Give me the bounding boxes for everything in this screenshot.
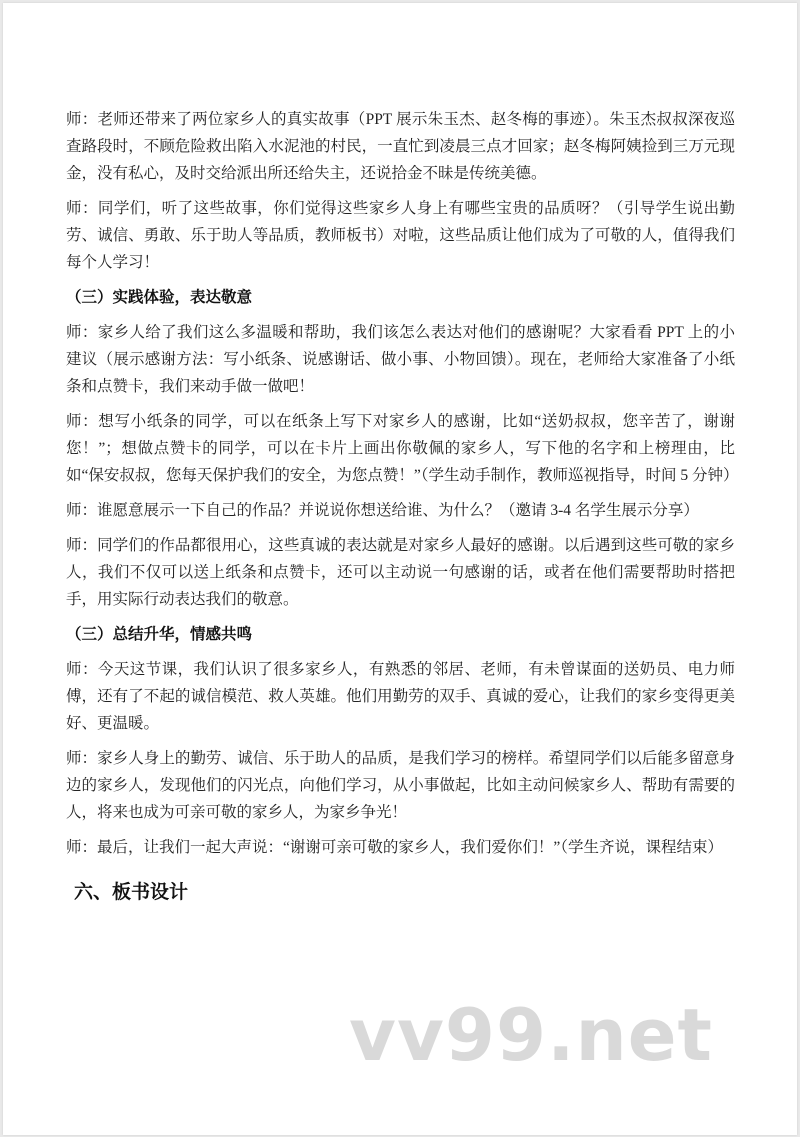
site-watermark: vv99.net — [349, 993, 713, 1077]
section-heading: （三）实践体验，表达敬意 — [66, 289, 253, 306]
paragraph: 师：同学们的作品都很用心，这些真诚的表达就是对家乡人最好的感谢。以后遇到这些可敬的家乡人，我们不仅可以送上纸条和点赞卡，还可以主动说一句感谢的话，或者在他们需要帮助时搭把手，用实际行动表达我们的敬意。 — [66, 537, 735, 608]
paragraph: 师：最后，让我们一起大声说：“谢谢可亲可敬的家乡人，我们爱你们！”（学生齐说，课程结束） — [66, 839, 724, 856]
chapter-title: 六、板书设计 — [74, 882, 189, 903]
document-page — [3, 3, 797, 1135]
document-content — [66, 106, 739, 906]
paragraph: 师：家乡人身上的勤劳、诚信、乐于助人的品质，是我们学习的榜样。希望同学们以后能多留意身边的家乡人，发现他们的闪光点，向他们学习，从小事做起，比如主动问候家乡人、帮助有需要的人，将来也成为可亲可敬的家乡人，为家乡争光！ — [66, 750, 735, 821]
paragraph: 师：今天这节课，我们认识了很多家乡人，有熟悉的邻居、老师，有未曾谋面的送奶员、电力师傅，还有了不起的诚信模范、救人英雄。他们用勤劳的双手、真诚的爱心，让我们的家乡变得更美好、更温暖。 — [66, 661, 735, 732]
paragraph: 师：同学们，听了这些故事，你们觉得这些家乡人身上有哪些宝贵的品质呀？（引导学生说出勤劳、诚信、勇敢、乐于助人等品质，教师板书）对啦，这些品质让他们成为了可敬的人，值得我们每个人学习！ — [66, 200, 735, 271]
paragraph: 师：家乡人给了我们这么多温暖和帮助，我们该怎么表达对他们的感谢呢？大家看看 PPT 上的小建议（展示感谢方法：写小纸条、说感谢话、做小事、小物回馈）。现在，老师给大家准备了小纸条和点赞卡，我们来动手做一做吧！ — [66, 324, 735, 395]
paragraph: 师：老师还带来了两位家乡人的真实故事（PPT 展示朱玉杰、赵冬梅的事迹）。朱玉杰叔叔深夜巡查路段时，不顾危险救出陷入水泥池的村民，一直忙到凌晨三点才回家；赵冬梅阿姨捡到三万元现金，没有私心，及时交给派出所还给失主，还说拾金不昧是传统美德。 — [66, 111, 735, 182]
paragraph: 师：谁愿意展示一下自己的作品？并说说你想送给谁、为什么？（邀请 3-4 名学生展示分享） — [66, 502, 699, 519]
paragraph: 师：想写小纸条的同学，可以在纸条上写下对家乡人的感谢，比如“送奶叔叔，您辛苦了，谢谢您！”；想做点赞卡的同学，可以在卡片上画出你敬佩的家乡人，写下他的名字和上榜理由，比如“保安叔叔，您每天保护我们的安全，为您点赞！”（学生动手制作，教师巡视指导，时间 5 分钟） — [66, 413, 739, 484]
section-heading: （三）总结升华，情感共鸣 — [66, 626, 253, 643]
